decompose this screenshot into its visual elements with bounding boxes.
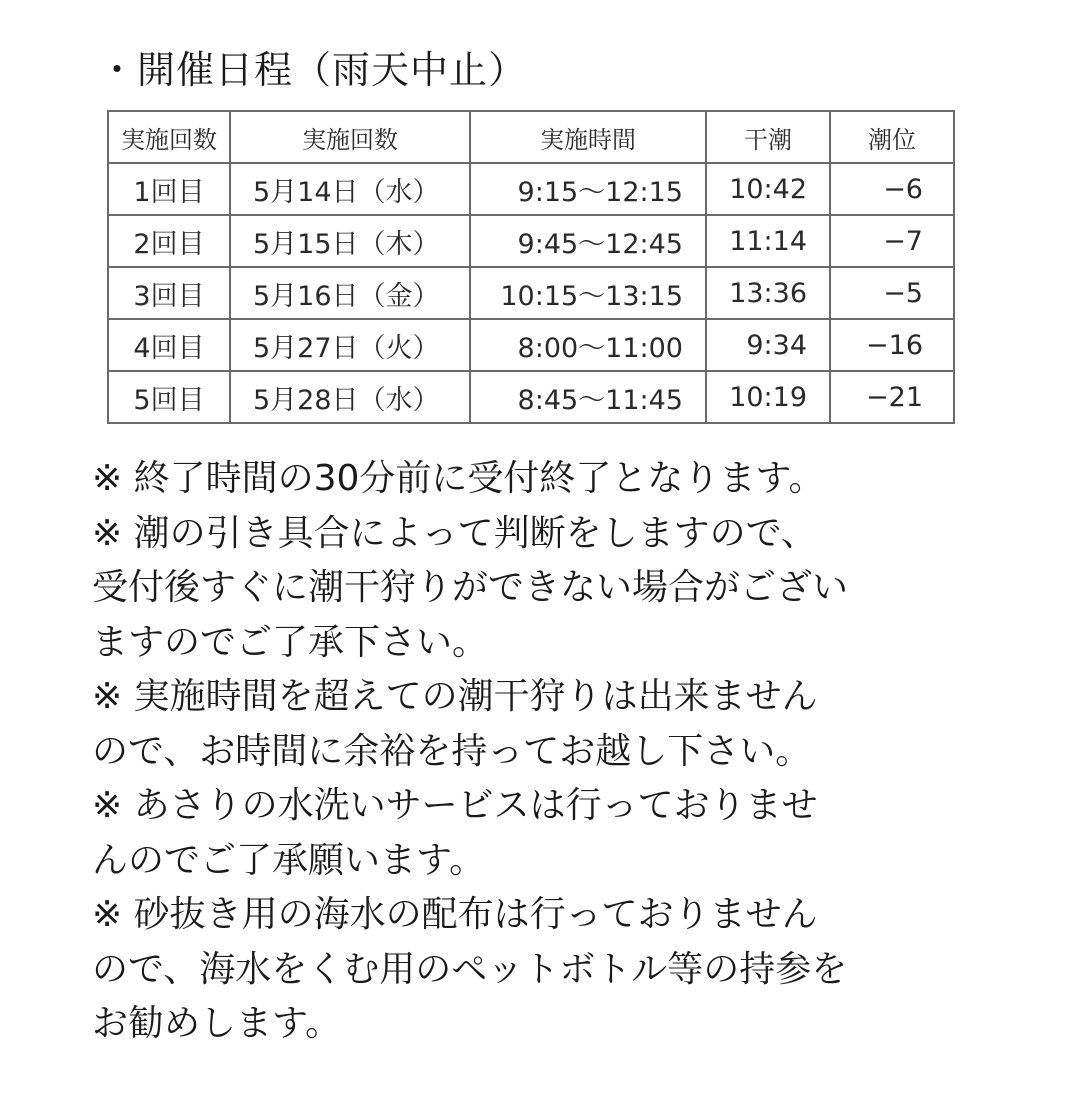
round-cell: 2回目 [108,215,230,267]
header-time: 実施時間 [470,111,706,163]
tide-level-cell: −7 [830,215,954,267]
note-line: ※ あさりの水洗いサービスは行っておりませ [92,785,818,826]
table-row [108,371,954,423]
note-line: 受付後すぐに潮干狩りができない場合がござい [92,567,849,608]
table-row [108,163,954,215]
round-cell: 5回目 [108,371,230,423]
time-cell: 9:45〜12:45 [470,215,706,267]
low-tide-cell: 13:36 [706,267,830,319]
note-line: ※ 終了時間の30分前に受付終了となります。 [92,458,825,499]
notes-block [92,452,1052,1052]
note-line: んのでご了承願います。 [92,839,486,881]
schedule-table [107,110,955,424]
note-line: ※ 実施時間を超えての潮干狩りは出来ません [92,676,818,717]
header-round: 実施回数 [108,111,230,163]
table-row [108,215,954,267]
table-header-row [108,111,954,163]
round-cell: 3回目 [108,267,230,319]
date-cell: 5月27日（火） [230,319,470,371]
tide-level-cell: −5 [830,267,954,319]
header-low-tide: 干潮 [706,111,830,163]
header-date: 実施回数 [230,111,470,163]
table-row [108,267,954,319]
time-cell: 8:00〜11:00 [470,319,706,371]
low-tide-cell: 10:19 [706,371,830,423]
note-line: ますのでご了承下さい。 [92,621,489,663]
tide-level-cell: −21 [830,371,954,423]
time-cell: 8:45〜11:45 [470,371,706,423]
tide-level-cell: −6 [830,163,954,215]
round-cell: 1回目 [108,163,230,215]
date-cell: 5月28日（水） [230,371,470,423]
table-row [108,319,954,371]
round-cell: 4回目 [108,319,230,371]
note-line: ので、お時間に余裕を持ってお越し下さい。 [92,730,812,772]
date-cell: 5月15日（木） [230,215,470,267]
schedule-heading: ・開催日程（雨天中止） [98,48,528,92]
time-cell: 10:15〜13:15 [470,267,706,319]
header-tide-level: 潮位 [830,111,954,163]
tide-level-cell: −16 [830,319,954,371]
low-tide-cell: 10:42 [706,163,830,215]
low-tide-cell: 9:34 [706,319,830,371]
note-line: ※ 潮の引き具合によって判断をしますので、 [92,512,817,554]
note-line: ※ 砂抜き用の海水の配布は行っておりません [92,894,818,935]
time-cell: 9:15〜12:15 [470,163,706,215]
low-tide-cell: 11:14 [706,215,830,267]
date-cell: 5月16日（金） [230,267,470,319]
note-line: お勧めします。 [92,1003,342,1044]
date-cell: 5月14日（水） [230,163,470,215]
note-line: ので、海水をくむ用のペットボトル等の持参を [92,948,848,990]
